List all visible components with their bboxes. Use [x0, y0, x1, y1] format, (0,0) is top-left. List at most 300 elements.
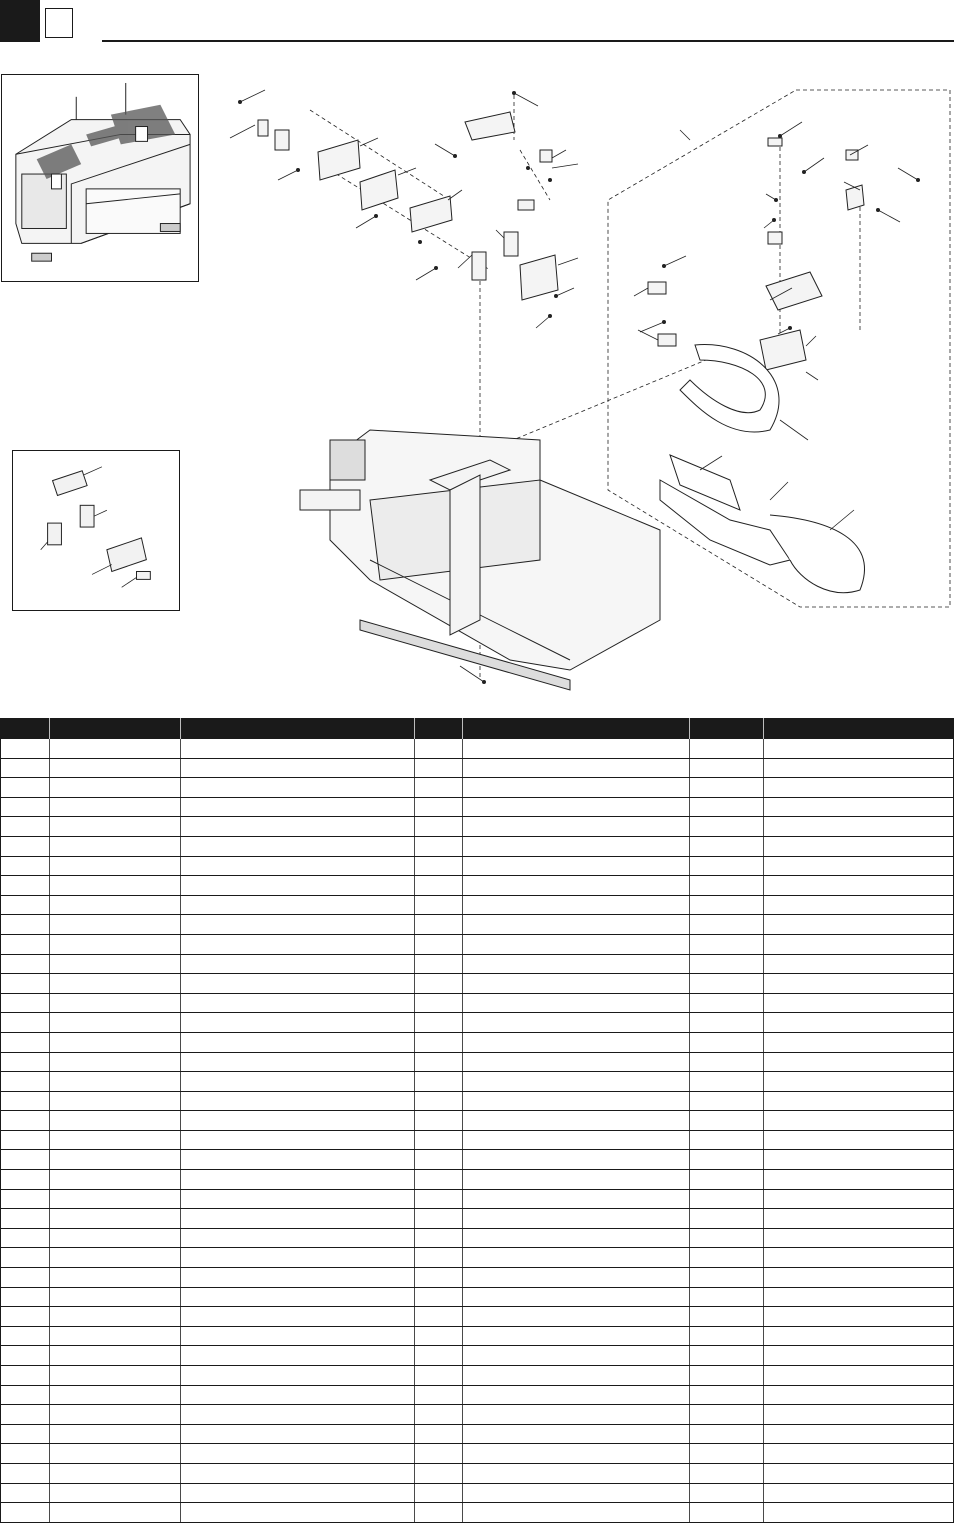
- table-cell: [690, 954, 764, 974]
- table-row: [1, 1052, 954, 1072]
- table-cell: [1, 1130, 50, 1150]
- table-cell: [1, 1052, 50, 1072]
- table-row: [1, 1424, 954, 1444]
- table-cell: [50, 1287, 181, 1307]
- table-cell: [764, 1170, 954, 1190]
- table-cell: [764, 856, 954, 876]
- table-cell: [690, 1444, 764, 1464]
- table-cell: [764, 954, 954, 974]
- table-cell: [463, 1405, 690, 1425]
- table-cell: [181, 1111, 415, 1131]
- table-cell: [690, 778, 764, 798]
- table-cell: [690, 1463, 764, 1483]
- table-cell: [764, 1111, 954, 1131]
- table-cell: [181, 1307, 415, 1327]
- table-cell: [1, 836, 50, 856]
- table-cell: [50, 1503, 181, 1523]
- table-row: [1, 993, 954, 1013]
- table-cell: [181, 895, 415, 915]
- table-cell: [690, 1248, 764, 1268]
- table-row: [1, 797, 954, 817]
- table-cell: [181, 1052, 415, 1072]
- table-row: [1, 758, 954, 778]
- table-cell: [50, 1424, 181, 1444]
- table-cell: [690, 1189, 764, 1209]
- table-cell: [690, 934, 764, 954]
- table-row: [1, 1483, 954, 1503]
- table-cell: [415, 1424, 463, 1444]
- table-cell: [181, 817, 415, 837]
- table-cell: [1, 954, 50, 974]
- table-cell: [690, 1111, 764, 1131]
- table-row: [1, 974, 954, 994]
- table-cell: [1, 856, 50, 876]
- table-cell: [50, 1130, 181, 1150]
- table-cell: [764, 778, 954, 798]
- table-cell: [690, 1405, 764, 1425]
- table-cell: [463, 974, 690, 994]
- table-cell: [415, 1346, 463, 1366]
- table-cell: [181, 856, 415, 876]
- table-cell: [1, 1091, 50, 1111]
- table-cell: [415, 1326, 463, 1346]
- inset-parts-drawing: [13, 451, 179, 610]
- table-cell: [50, 1032, 181, 1052]
- table-cell: [50, 1463, 181, 1483]
- table-cell: [764, 1483, 954, 1503]
- table-cell: [463, 954, 690, 974]
- table-row: [1, 1111, 954, 1131]
- table-cell: [415, 1405, 463, 1425]
- table-cell: [50, 974, 181, 994]
- table-cell: [181, 915, 415, 935]
- table-cell: [50, 954, 181, 974]
- table-cell: [690, 856, 764, 876]
- table-cell: [764, 1326, 954, 1346]
- table-cell: [690, 1326, 764, 1346]
- table-cell: [690, 739, 764, 758]
- table-cell: [1, 758, 50, 778]
- table-row: [1, 1287, 954, 1307]
- table-cell: [463, 1463, 690, 1483]
- table-cell: [690, 1170, 764, 1190]
- table-cell: [1, 1170, 50, 1190]
- table-cell: [463, 1287, 690, 1307]
- table-cell: [690, 1228, 764, 1248]
- table-cell: [50, 1444, 181, 1464]
- table-cell: [50, 778, 181, 798]
- table-cell: [1, 1072, 50, 1092]
- table-cell: [50, 1268, 181, 1288]
- table-cell: [463, 739, 690, 758]
- table-cell: [181, 758, 415, 778]
- table-row: [1, 1189, 954, 1209]
- table-row: [1, 1091, 954, 1111]
- table-cell: [1, 1189, 50, 1209]
- table-cell: [463, 1307, 690, 1327]
- table-cell: [50, 1248, 181, 1268]
- table-cell: [690, 1307, 764, 1327]
- table-cell: [181, 1268, 415, 1288]
- table-row: [1, 1013, 954, 1033]
- table-cell: [415, 934, 463, 954]
- table-cell: [690, 993, 764, 1013]
- table-cell: [463, 1052, 690, 1072]
- table-cell: [764, 934, 954, 954]
- table-cell: [1, 1326, 50, 1346]
- table-cell: [50, 758, 181, 778]
- table-cell: [1, 1150, 50, 1170]
- table-cell: [415, 974, 463, 994]
- table-cell: [50, 817, 181, 837]
- table-cell: [690, 1052, 764, 1072]
- table-row: [1, 895, 954, 915]
- table-row: [1, 1463, 954, 1483]
- table-cell: [764, 876, 954, 896]
- table-cell: [764, 1346, 954, 1366]
- table-cell: [415, 1248, 463, 1268]
- table-cell: [690, 797, 764, 817]
- table-cell: [50, 1385, 181, 1405]
- table-cell: [181, 1483, 415, 1503]
- table-cell: [415, 1209, 463, 1229]
- table-cell: [181, 1209, 415, 1229]
- table-cell: [463, 1366, 690, 1386]
- table-cell: [764, 1405, 954, 1425]
- table-cell: [181, 836, 415, 856]
- table-cell: [690, 974, 764, 994]
- table-row: [1, 836, 954, 856]
- table-cell: [181, 876, 415, 896]
- table-cell: [415, 1072, 463, 1092]
- table-row: [1, 1032, 954, 1052]
- table-cell: [181, 1346, 415, 1366]
- table-cell: [1, 817, 50, 837]
- table-cell: [764, 739, 954, 758]
- detail-inset: [12, 450, 180, 611]
- table-cell: [690, 1385, 764, 1405]
- table-cell: [181, 1032, 415, 1052]
- table-cell: [50, 1013, 181, 1033]
- table-cell: [181, 1463, 415, 1483]
- table-cell: [690, 1424, 764, 1444]
- table-row: [1, 856, 954, 876]
- table-cell: [764, 1248, 954, 1268]
- table-cell: [415, 1463, 463, 1483]
- table-cell: [50, 915, 181, 935]
- table-cell: [463, 1326, 690, 1346]
- table-cell: [415, 1150, 463, 1170]
- table-cell: [415, 1130, 463, 1150]
- section-tab-marker: [0, 0, 40, 42]
- table-cell: [764, 817, 954, 837]
- table-cell: [463, 1111, 690, 1131]
- table-cell: [1, 1032, 50, 1052]
- table-cell: [415, 1052, 463, 1072]
- table-cell: [415, 1503, 463, 1523]
- table-cell: [1, 993, 50, 1013]
- table-cell: [463, 1268, 690, 1288]
- table-cell: [415, 739, 463, 758]
- column-header: [1, 719, 50, 740]
- table-row: [1, 739, 954, 758]
- table-cell: [181, 1091, 415, 1111]
- table-cell: [690, 836, 764, 856]
- table-cell: [1, 1248, 50, 1268]
- table-cell: [50, 1072, 181, 1092]
- table-row: [1, 1150, 954, 1170]
- table-cell: [415, 915, 463, 935]
- table-cell: [1, 1444, 50, 1464]
- table-row: [1, 1326, 954, 1346]
- table-cell: [463, 817, 690, 837]
- table-cell: [415, 876, 463, 896]
- table-cell: [463, 993, 690, 1013]
- table-cell: [50, 1209, 181, 1229]
- table-cell: [415, 1111, 463, 1131]
- table-cell: [50, 739, 181, 758]
- table-cell: [463, 1424, 690, 1444]
- table-cell: [181, 1228, 415, 1248]
- table-row: [1, 1130, 954, 1150]
- table-cell: [415, 1307, 463, 1327]
- table-cell: [181, 1326, 415, 1346]
- table-cell: [1, 1209, 50, 1229]
- table-cell: [690, 1209, 764, 1229]
- table-cell: [463, 1444, 690, 1464]
- table-cell: [1, 1228, 50, 1248]
- table-cell: [415, 1385, 463, 1405]
- table-cell: [764, 1228, 954, 1248]
- machine-overview-thumbnail: [1, 74, 199, 282]
- table-cell: [463, 915, 690, 935]
- table-cell: [415, 1013, 463, 1033]
- table-cell: [50, 895, 181, 915]
- table-cell: [764, 1072, 954, 1092]
- table-cell: [690, 1130, 764, 1150]
- table-cell: [690, 1346, 764, 1366]
- table-cell: [764, 1130, 954, 1150]
- table-cell: [415, 817, 463, 837]
- column-header: [690, 719, 764, 740]
- table-cell: [764, 1091, 954, 1111]
- table-cell: [415, 1366, 463, 1386]
- exploded-view-drawing: [210, 60, 954, 700]
- table-row: [1, 1268, 954, 1288]
- table-cell: [181, 1405, 415, 1425]
- table-cell: [50, 1326, 181, 1346]
- table-cell: [1, 1111, 50, 1131]
- table-cell: [463, 836, 690, 856]
- table-cell: [1, 895, 50, 915]
- table-row: [1, 1503, 954, 1523]
- table-cell: [764, 1463, 954, 1483]
- table-row: [1, 817, 954, 837]
- table-cell: [50, 934, 181, 954]
- table-cell: [415, 1268, 463, 1288]
- table-cell: [463, 895, 690, 915]
- table-cell: [181, 1189, 415, 1209]
- table-row: [1, 1307, 954, 1327]
- table-cell: [181, 1130, 415, 1150]
- table-cell: [50, 1483, 181, 1503]
- table-cell: [50, 1189, 181, 1209]
- table-cell: [764, 993, 954, 1013]
- table-cell: [1, 1483, 50, 1503]
- table-cell: [415, 895, 463, 915]
- table-cell: [1, 1307, 50, 1327]
- table-cell: [463, 1013, 690, 1033]
- table-cell: [690, 915, 764, 935]
- table-cell: [415, 778, 463, 798]
- table-cell: [1, 1424, 50, 1444]
- table-row: [1, 1209, 954, 1229]
- table-cell: [764, 797, 954, 817]
- table-cell: [690, 1483, 764, 1503]
- table-cell: [50, 1170, 181, 1190]
- table-cell: [1, 915, 50, 935]
- table-cell: [764, 1150, 954, 1170]
- header-rule: [102, 40, 954, 42]
- table-cell: [463, 1248, 690, 1268]
- table-row: [1, 1072, 954, 1092]
- table-cell: [415, 856, 463, 876]
- table-cell: [1, 797, 50, 817]
- table-cell: [1, 1346, 50, 1366]
- table-row: [1, 934, 954, 954]
- column-header: [463, 719, 690, 740]
- table-cell: [463, 1503, 690, 1523]
- table-row: [1, 1405, 954, 1425]
- table-header-row: [1, 719, 954, 740]
- table-cell: [415, 1032, 463, 1052]
- table-cell: [181, 1424, 415, 1444]
- table-cell: [463, 856, 690, 876]
- table-cell: [690, 1032, 764, 1052]
- table-cell: [181, 1248, 415, 1268]
- table-cell: [50, 1150, 181, 1170]
- table-cell: [1, 1366, 50, 1386]
- table-row: [1, 1346, 954, 1366]
- table-row: [1, 915, 954, 935]
- table-cell: [1, 1268, 50, 1288]
- table-cell: [690, 1366, 764, 1386]
- table-cell: [764, 974, 954, 994]
- table-cell: [1, 1287, 50, 1307]
- table-cell: [764, 1032, 954, 1052]
- table-row: [1, 876, 954, 896]
- table-cell: [415, 1483, 463, 1503]
- table-cell: [690, 817, 764, 837]
- table-cell: [463, 1346, 690, 1366]
- table-cell: [50, 1307, 181, 1327]
- table-cell: [463, 797, 690, 817]
- table-cell: [764, 1366, 954, 1386]
- table-cell: [690, 1072, 764, 1092]
- table-cell: [50, 1091, 181, 1111]
- table-row: [1, 1385, 954, 1405]
- table-cell: [463, 1130, 690, 1150]
- table-cell: [764, 1209, 954, 1229]
- table-cell: [463, 1385, 690, 1405]
- table-cell: [181, 1385, 415, 1405]
- table-cell: [415, 758, 463, 778]
- parts-list-table: [0, 718, 954, 1523]
- table-cell: [764, 836, 954, 856]
- table-row: [1, 1170, 954, 1190]
- table-cell: [690, 1503, 764, 1523]
- table-cell: [764, 915, 954, 935]
- table-row: [1, 954, 954, 974]
- table-cell: [181, 1444, 415, 1464]
- table-cell: [415, 836, 463, 856]
- table-cell: [690, 1150, 764, 1170]
- table-cell: [463, 876, 690, 896]
- table-cell: [50, 797, 181, 817]
- table-cell: [415, 1287, 463, 1307]
- table-cell: [50, 836, 181, 856]
- table-cell: [764, 1013, 954, 1033]
- table-cell: [463, 1189, 690, 1209]
- table-cell: [415, 1091, 463, 1111]
- table-cell: [1, 1405, 50, 1425]
- table-cell: [181, 1170, 415, 1190]
- table-cell: [415, 797, 463, 817]
- table-cell: [764, 1385, 954, 1405]
- table-cell: [181, 934, 415, 954]
- table-cell: [764, 1268, 954, 1288]
- table-cell: [181, 1503, 415, 1523]
- table-cell: [463, 1209, 690, 1229]
- table-cell: [463, 758, 690, 778]
- table-cell: [181, 993, 415, 1013]
- table-cell: [690, 1287, 764, 1307]
- machine-overview-drawing: [2, 75, 198, 281]
- table-cell: [50, 1111, 181, 1131]
- table-cell: [764, 895, 954, 915]
- column-header: [50, 719, 181, 740]
- table-cell: [50, 1052, 181, 1072]
- table-cell: [690, 1268, 764, 1288]
- section-tab-box: [45, 8, 73, 38]
- table-cell: [690, 895, 764, 915]
- table-cell: [50, 1405, 181, 1425]
- exploded-parts-diagram: [210, 60, 954, 700]
- table-cell: [415, 954, 463, 974]
- table-cell: [50, 1228, 181, 1248]
- table-cell: [1, 778, 50, 798]
- table-cell: [1, 1385, 50, 1405]
- table-cell: [415, 1189, 463, 1209]
- table-cell: [181, 1150, 415, 1170]
- table-cell: [690, 876, 764, 896]
- table-cell: [463, 778, 690, 798]
- table-cell: [415, 1170, 463, 1190]
- column-header: [181, 719, 415, 740]
- table-cell: [1, 934, 50, 954]
- table-cell: [415, 1444, 463, 1464]
- table-cell: [181, 954, 415, 974]
- table-row: [1, 778, 954, 798]
- table-cell: [181, 778, 415, 798]
- table-cell: [463, 1228, 690, 1248]
- table-cell: [181, 1366, 415, 1386]
- table-cell: [764, 1287, 954, 1307]
- table-cell: [1, 1503, 50, 1523]
- table-cell: [463, 1072, 690, 1092]
- table-cell: [463, 1091, 690, 1111]
- table-cell: [50, 876, 181, 896]
